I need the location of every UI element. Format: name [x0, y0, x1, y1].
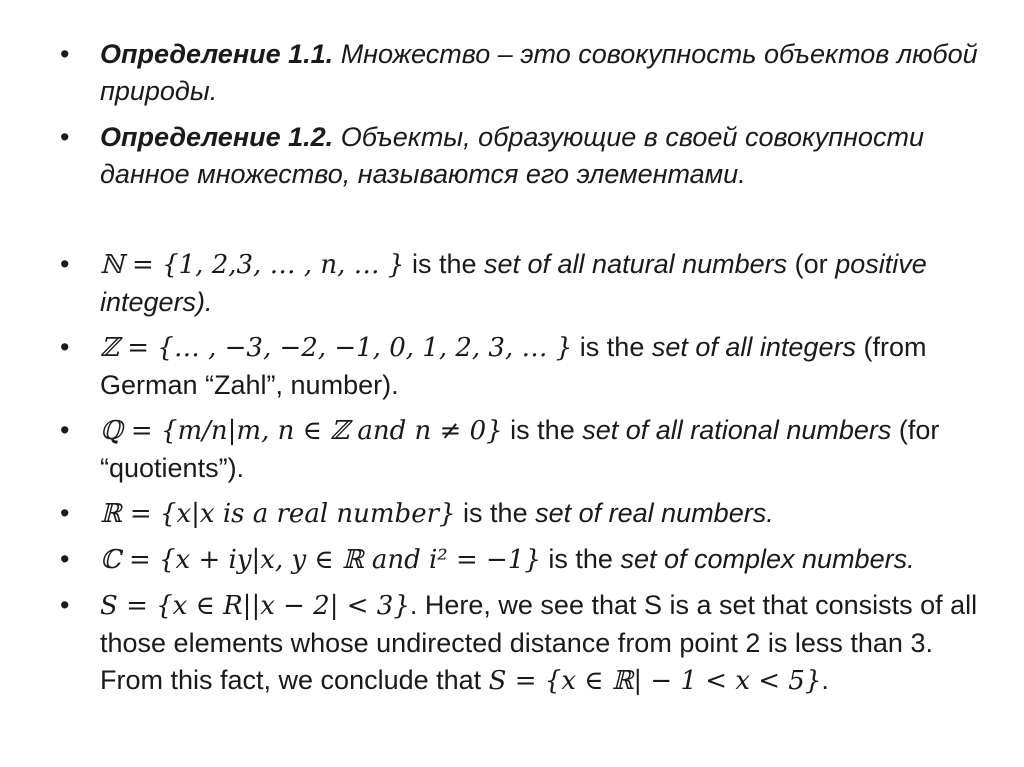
example-formula-1: S = {x ∈ R||x − 2| < 3}: [100, 591, 410, 621]
example-item: [100, 587, 980, 700]
integers-item: [100, 329, 980, 404]
integers-post: (from German “Zahl”, number).: [100, 332, 927, 400]
complex-formula: ℂ = {x + iy|x, y ∈ ℝ and i² = −1}: [100, 545, 541, 575]
definition-text: Множество – это совокупность объектов любой природы.: [100, 39, 978, 106]
definition-title: Определение 1.1.: [100, 39, 334, 69]
reals-pre: is the: [455, 498, 536, 528]
rationals-term: set of all rational numbers: [582, 415, 892, 445]
reals-formula: ℝ = {x|x is a real number}: [100, 499, 456, 529]
definition-text: Объекты, образующие в своей совокупности данное множество, называются его элементами.: [100, 122, 924, 189]
integers-term: set of all integers: [651, 332, 856, 362]
naturals-item: [100, 246, 980, 321]
example-end: .: [821, 665, 829, 695]
integers-formula: ℤ = {… , −3, −2, −1, 0, 1, 2, 3, … }: [100, 333, 573, 363]
naturals-mid: (or: [787, 249, 836, 279]
naturals-term-2: positive integers).: [100, 249, 927, 317]
reals-item: [100, 495, 980, 533]
example-formula-2: S = {x ∈ ℝ| − 1 < x < 5}: [488, 666, 822, 696]
naturals-term: set of all natural numbers: [484, 249, 788, 279]
rationals-item: [100, 412, 980, 487]
definition-1-2: [100, 119, 980, 193]
definition-title: Определение 1.2.: [100, 122, 334, 152]
naturals-formula: ℕ = {1, 2,3, … , n, … }: [100, 250, 405, 280]
rationals-post: (for “quotients”).: [100, 415, 940, 483]
rationals-pre: is the: [502, 415, 583, 445]
complex-pre: is the: [540, 544, 621, 574]
complex-term: set of complex numbers.: [620, 544, 915, 574]
rationals-formula: ℚ = {m/n|m, n ∈ ℤ and n ≠ 0}: [100, 416, 503, 446]
naturals-pre: is the: [404, 249, 484, 279]
definition-1-1: [100, 36, 980, 110]
reals-term: set of real numbers.: [535, 498, 774, 528]
complex-item: [100, 541, 980, 579]
example-text: . Here, we see that S is a set that consists of all those elements whose undirected distance from point 2 is less than 3. From this fact, we conclude that: [100, 590, 978, 695]
integers-pre: is the: [572, 332, 652, 362]
